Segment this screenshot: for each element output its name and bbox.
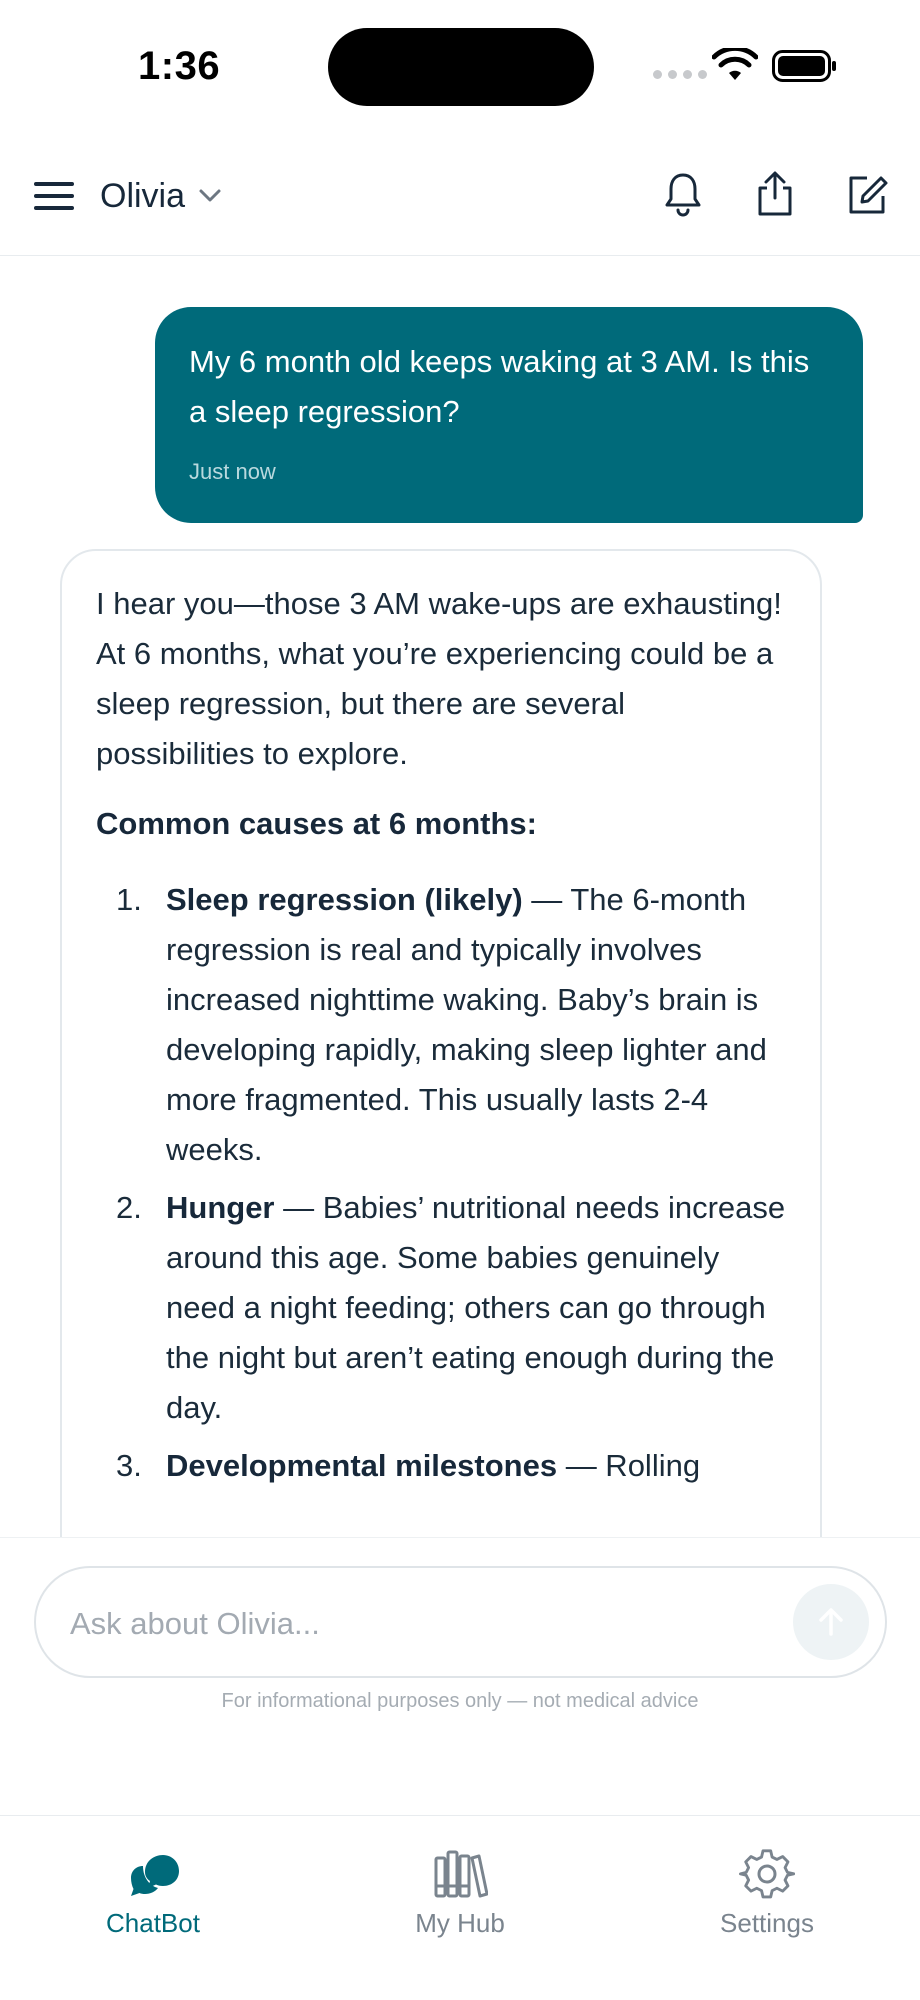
message-composer <box>34 1566 887 1678</box>
list-number: 2. <box>116 1190 142 1225</box>
bottom-tab-bar <box>0 1815 920 2000</box>
compose-icon <box>845 170 889 218</box>
list-item <box>96 1183 786 1433</box>
hamburger-menu-icon[interactable] <box>32 176 76 216</box>
app-header <box>0 146 920 256</box>
tab-chatbot[interactable] <box>53 1846 253 1956</box>
cause-title: Hunger <box>166 1190 275 1225</box>
profile-name: Olivia <box>100 176 186 215</box>
cause-title: Developmental milestones <box>166 1448 558 1483</box>
tab-label: My Hub <box>415 1908 505 1938</box>
gear-icon <box>739 1846 795 1902</box>
list-item <box>96 1441 786 1491</box>
tab-label: ChatBot <box>106 1908 200 1938</box>
bot-intro-text: I hear you—those 3 AM wake-ups are exhausting! At 6 months, what you’re experiencing could be a sleep regression, but there are several possibilities to explore. <box>96 586 782 771</box>
causes-list <box>96 875 786 1491</box>
cause-body: — The 6-month regression is real and typically involves increased nighttime waking. Baby’s brain is developing rapidly, making sleep lighter and more fragmented. This usually lasts 2-4 weeks. <box>166 882 767 1167</box>
send-button[interactable] <box>793 1584 869 1660</box>
share-icon <box>753 170 797 218</box>
notifications-button[interactable] <box>660 166 706 222</box>
tab-settings[interactable] <box>667 1846 867 1956</box>
status-time: 1:36 <box>138 44 221 88</box>
bot-section-heading: Common causes at 6 months: <box>96 806 537 841</box>
new-chat-button[interactable] <box>844 166 890 222</box>
message-input[interactable] <box>70 1594 770 1654</box>
status-bar <box>0 0 920 136</box>
user-message-text: My 6 month old keeps waking at 3 AM. Is this a sleep regression? <box>189 344 810 429</box>
tab-label: Settings <box>720 1908 814 1938</box>
user-message-bubble <box>155 307 863 523</box>
cause-body: — Babies’ nutritional needs increase around this age. Some babies genuinely need a night feeding; others can go through the night but aren’t eating enough during the day. <box>166 1190 786 1425</box>
list-number: 3. <box>116 1448 142 1483</box>
books-icon <box>432 1846 488 1902</box>
profile-switcher[interactable] <box>100 168 223 224</box>
message-timestamp: Just now <box>189 459 276 484</box>
cellular-signal-icon <box>653 70 707 79</box>
list-item <box>96 875 786 1175</box>
arrow-up-icon <box>814 1605 848 1639</box>
chevron-down-icon <box>197 187 223 205</box>
wifi-icon <box>712 48 758 84</box>
share-button[interactable] <box>752 166 798 222</box>
dynamic-island <box>328 28 594 106</box>
composer-panel <box>0 1537 920 1815</box>
cause-title: Sleep regression (likely) <box>166 882 523 917</box>
disclaimer-text: For informational purposes only — not medical advice <box>221 1690 699 1712</box>
tab-my-hub[interactable] <box>360 1846 560 1956</box>
chat-thread[interactable] <box>0 257 920 1537</box>
chat-bubbles-icon <box>125 1846 181 1902</box>
bot-message-bubble <box>60 549 822 1537</box>
header-actions <box>660 166 890 222</box>
cause-body: — Rolling <box>557 1448 701 1483</box>
bell-icon <box>661 170 705 218</box>
list-number: 1. <box>116 882 142 917</box>
battery-icon <box>772 50 838 82</box>
